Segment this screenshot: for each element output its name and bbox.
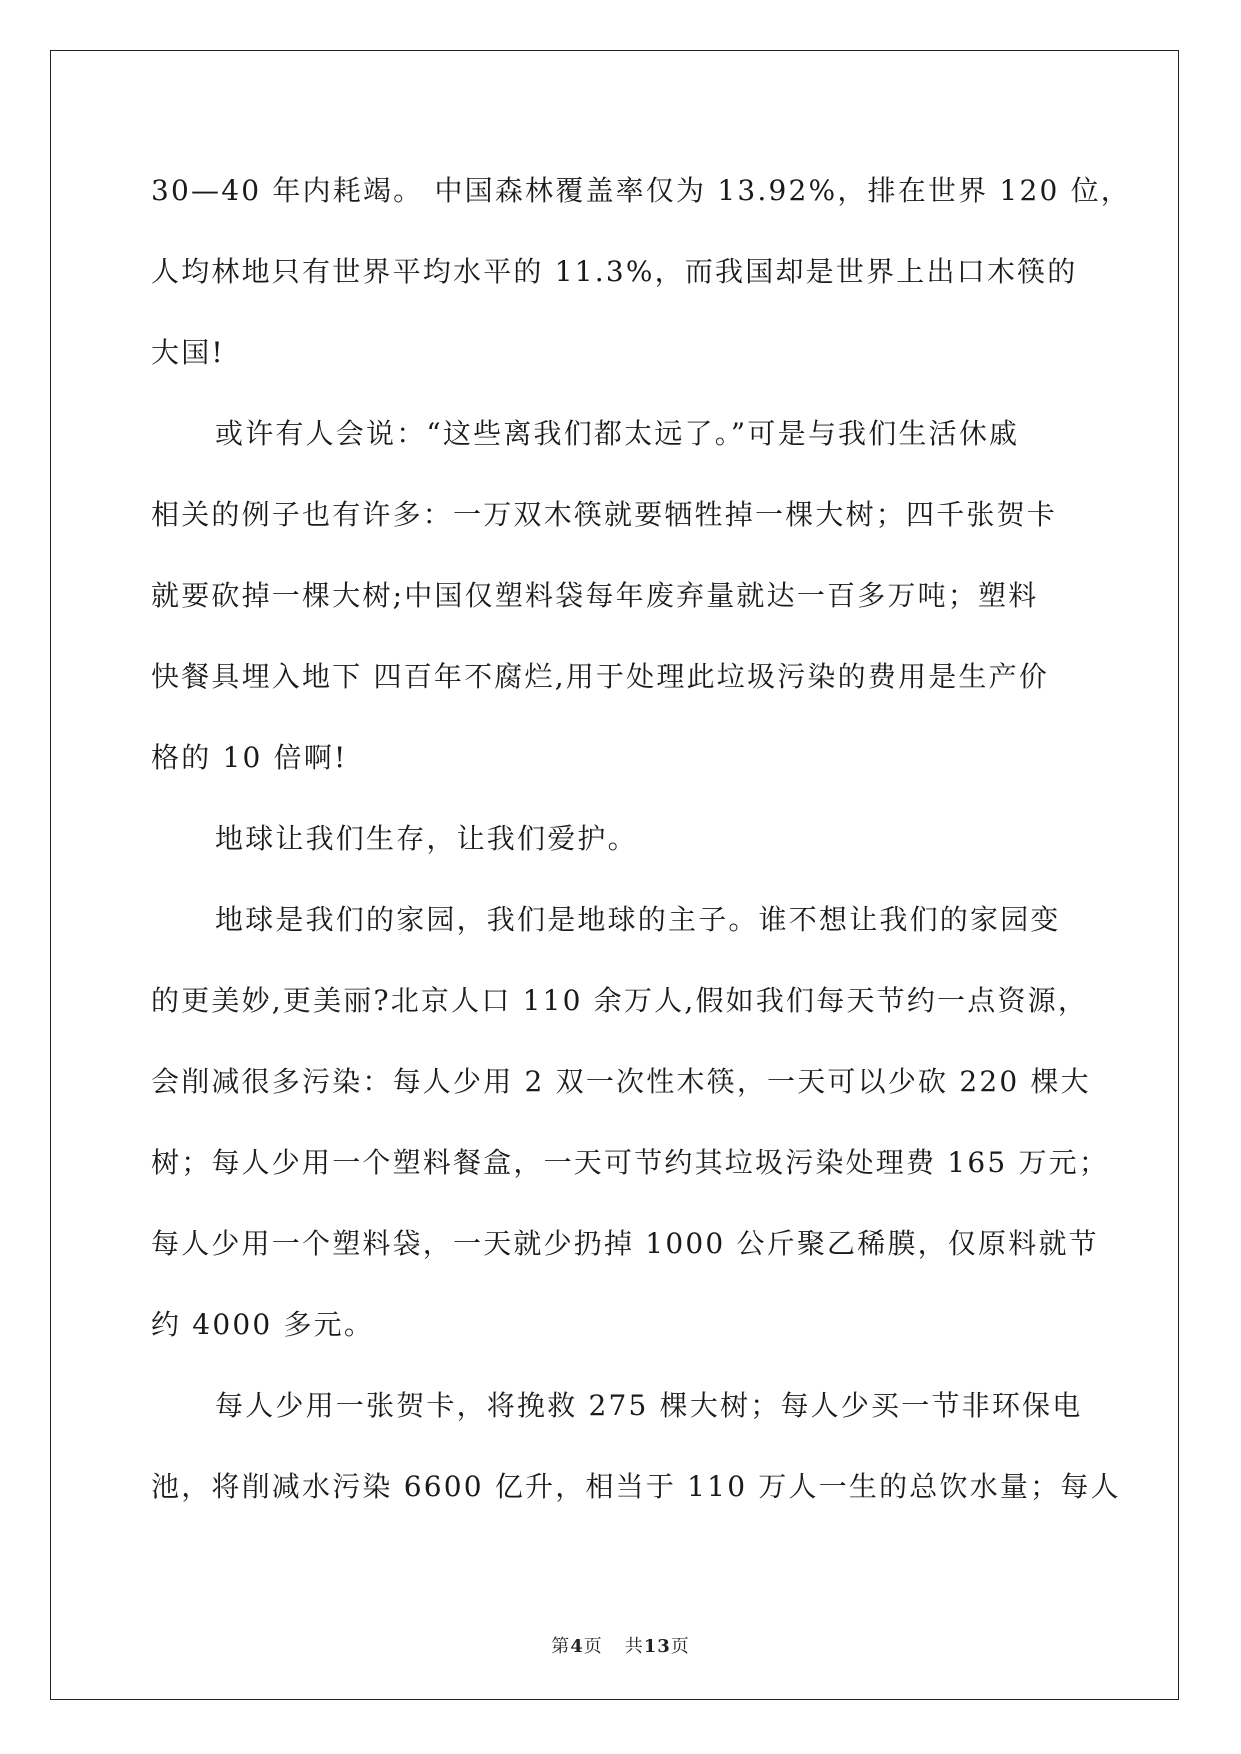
text-line: 相关的例子也有许多：一万双木筷就要牺牲掉一棵大树；四千张贺卡	[151, 498, 1058, 531]
text-line: 或许有人会说：“这些离我们都太远了。”可是与我们生活休戚	[215, 417, 1020, 450]
page-footer	[0, 1632, 1241, 1658]
text-line: 地球是我们的家园，我们是地球的主子。谁不想让我们的家园变	[215, 903, 1061, 936]
text-line: 池，将削减水污染 6600 亿升，相当于 110 万人一生的总饮水量；每人	[151, 1470, 1121, 1503]
text-line: 地球让我们生存，让我们爱护。	[215, 822, 638, 855]
text-line: 大国!	[151, 336, 225, 369]
text-line: 会削减很多污染：每人少用 2 双一次性木筷，一天可以少砍 220 棵大	[151, 1065, 1091, 1098]
document-body	[151, 157, 1131, 1534]
page-prefix: 第	[551, 1636, 571, 1657]
page-total: 13	[643, 1636, 671, 1657]
page-current: 4	[570, 1636, 584, 1657]
text-line: 就要砍掉一棵大树;中国仅塑料袋每年废弃量就达一百多万吨；塑料	[151, 579, 1039, 612]
total-prefix: 共	[624, 1636, 644, 1657]
text-line: 人均林地只有世界平均水平的 11.3%，而我国却是世界上出口木筷的	[151, 255, 1078, 288]
text-line: 约 4000 多元。	[151, 1308, 375, 1341]
text-line: 格的 10 倍啊!	[151, 741, 348, 774]
text-line: 的更美妙,更美丽?北京人口 110 余万人,假如我们每天节约一点资源，	[151, 984, 1089, 1017]
page-unit: 页	[583, 1636, 603, 1657]
total-unit: 页	[670, 1636, 690, 1657]
text-line: 快餐具埋入地下 四百年不腐烂,用于处理此垃圾污染的费用是生产价	[151, 660, 1050, 693]
text-line: 每人少用一张贺卡，将挽救 275 棵大树；每人少买一节非环保电	[215, 1389, 1083, 1422]
text-line: 每人少用一个塑料袋，一天就少扔掉 1000 公斤聚乙稀膜，仅原料就节	[151, 1227, 1099, 1260]
text-line: 树；每人少用一个塑料餐盒，一天可节约其垃圾污染处理费 165 万元；	[151, 1146, 1110, 1179]
text-line: 30—40 年内耗竭。 中国森林覆盖率仅为 13.92%，排在世界 120 位，	[151, 174, 1131, 207]
